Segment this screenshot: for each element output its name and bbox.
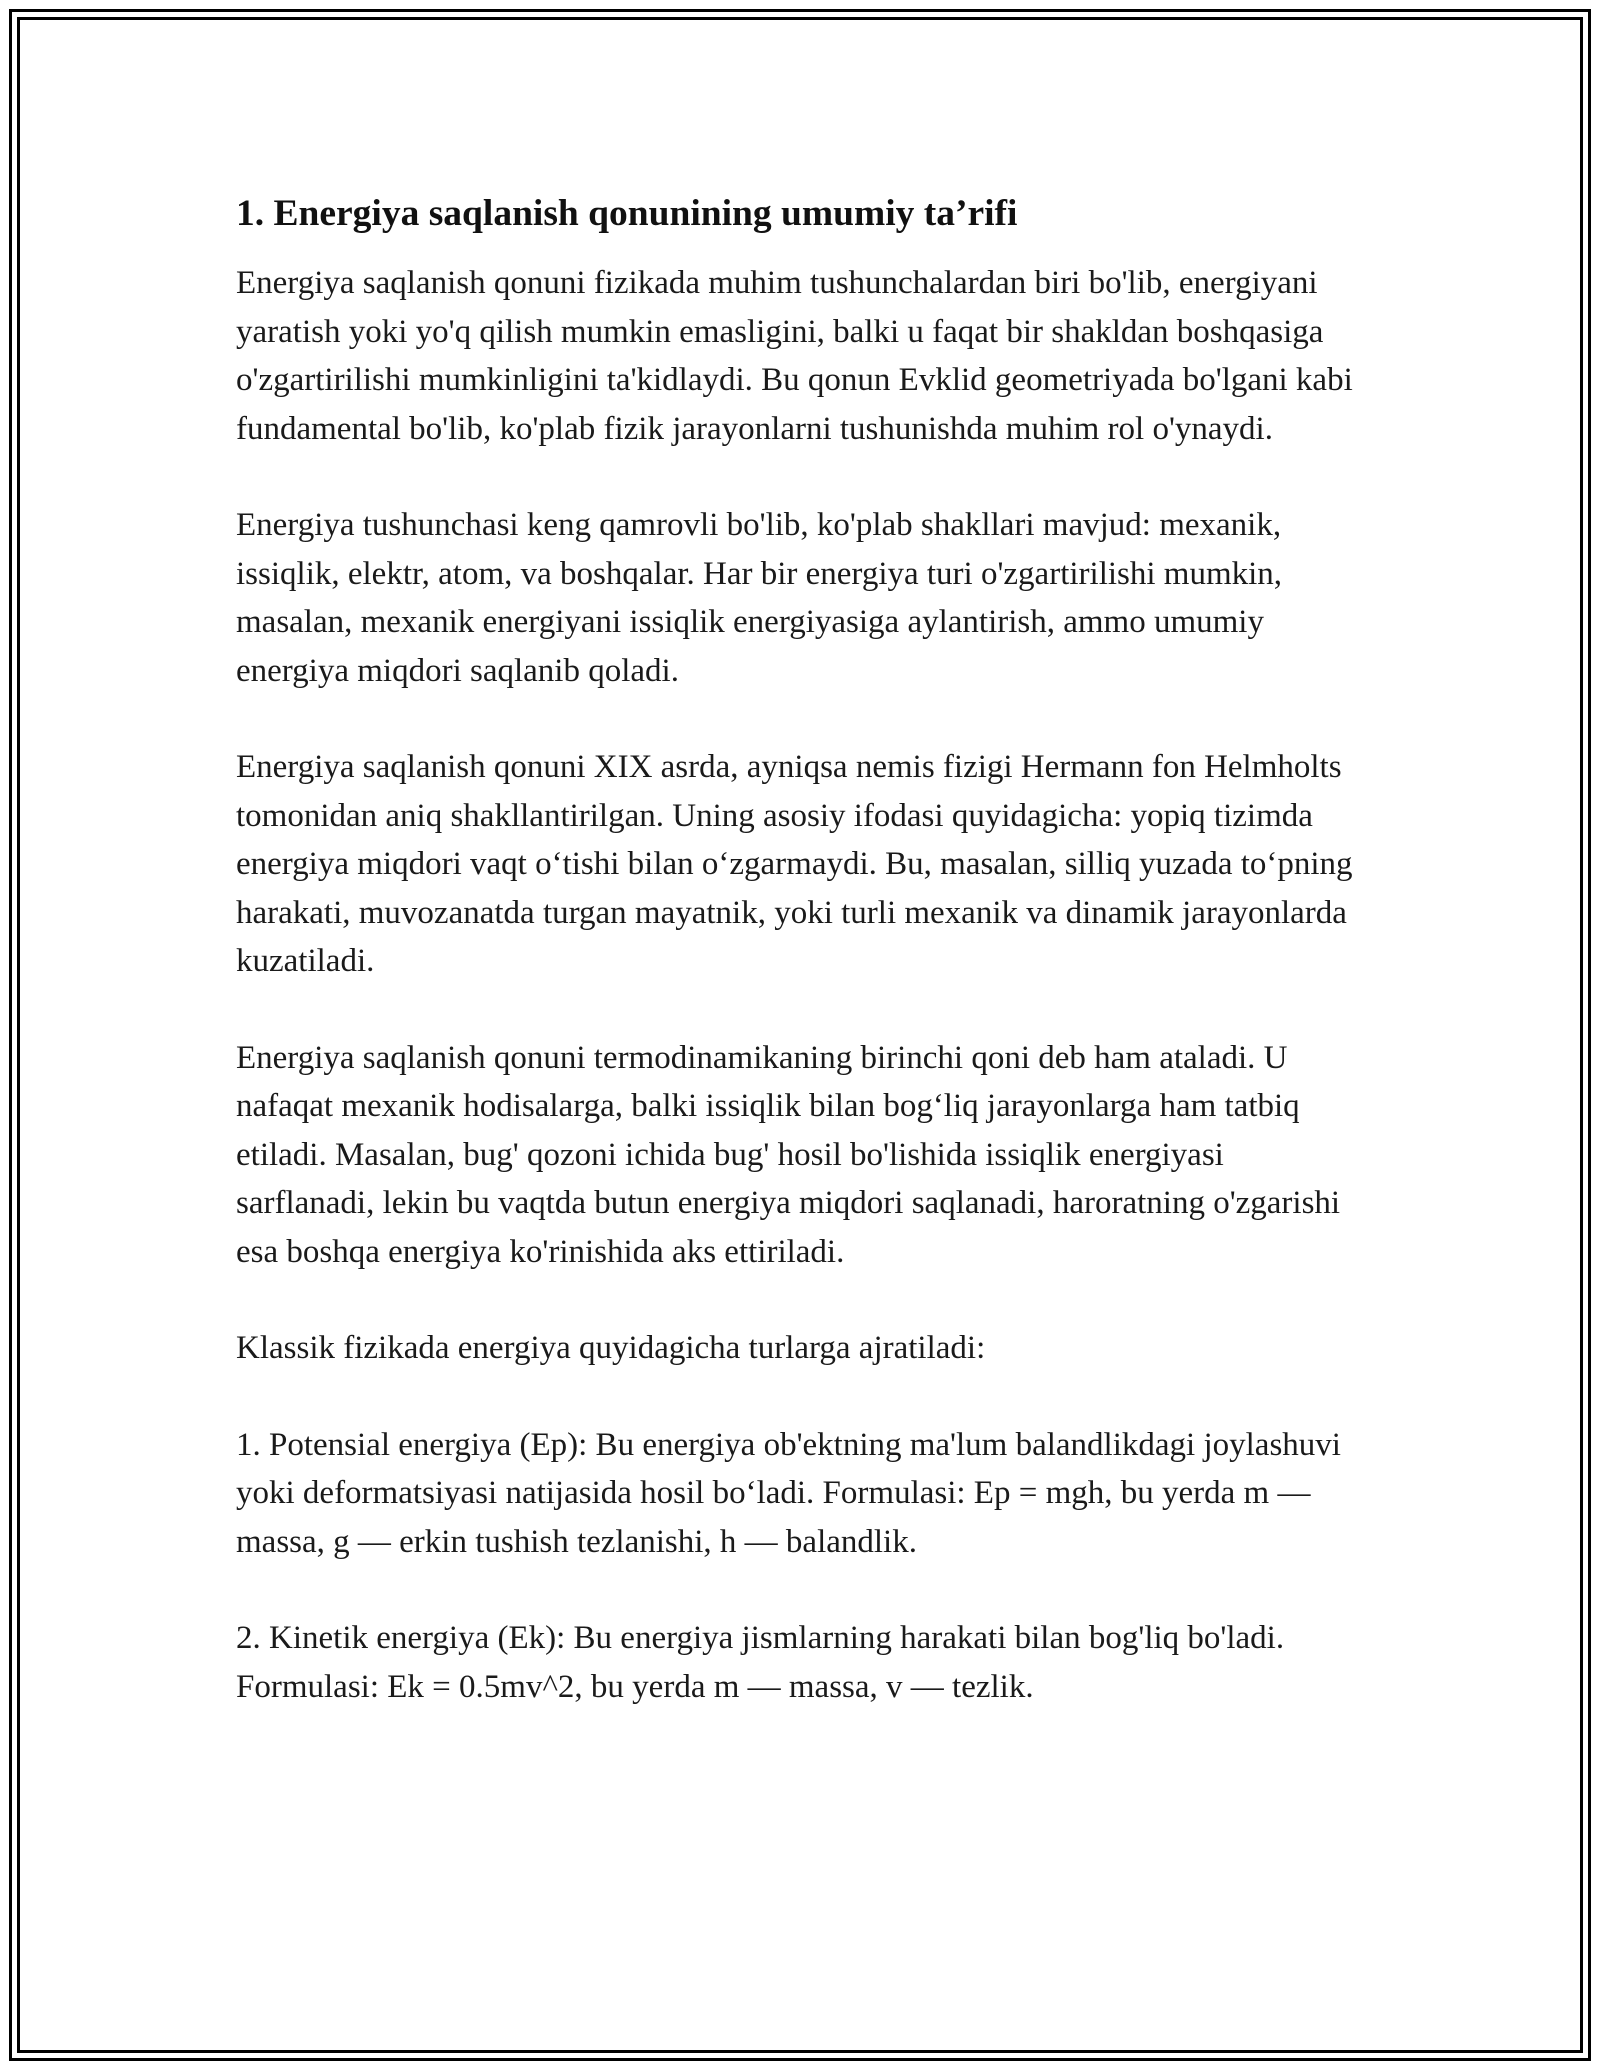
paragraph-history: Energiya saqlanish qonuni XIX asrda, ayniqsa nemis fizigi Hermann fon Helmholts tomonidan aniq shakllantirilgan. Uning asosiy ifodasi quyidagicha: yopiq tizimda energiya miqdori vaqt o‘tishi bilan o‘zgarmaydi. Bu, masalan, silliq yuzada to‘pning harakati, muvozanatda turgan mayatnik, yoki turli mexanik va dinamik jarayonlarda kuzatiladi.	[236, 749, 1353, 979]
paragraph-intro: Energiya saqlanish qonuni fizikada muhim tushunchalardan biri bo'lib, energiyani yaratish yoki yo'q qilish mumkin emasligini, balki u faqat bir shakldan boshqasiga o'zgartirilishi mumkinligini ta'kidlaydi. Bu qonun Evklid geometriyada bo'lgani kabi fundamental bo'lib, ko'plab fizik jarayonlarni tushunishda muhim rol o'ynaydi.	[236, 265, 1353, 447]
paragraph-thermodynamics: Energiya saqlanish qonuni termodinamikaning birinchi qoni deb ham ataladi. U nafaqat mexanik hodisalarga, balki issiqlik bilan bog‘liq jarayonlarga ham tatbiq etiladi. Masalan, bug' qozoni ichida bug' hosil bo'lishida issiqlik energiyasi sarflanadi, lekin bu vaqtda butun energiya miqdori saqlanadi, haroratning o'zgarishi esa boshqa energiya ko'rinishida aks ettiriladi.	[236, 1039, 1341, 1270]
paragraph-energy-forms: Energiya tushunchasi keng qamrovli bo'lib, ko'plab shakllari mavjud: mexanik, issiqlik, elektr, atom, va boshqalar. Har bir energiya turi o'zgartirilishi mumkin, masalan, mexanik energiyani issiqlik energiyasiga aylantirish, ammo umumiy energiya miqdori saqlanib qoladi.	[236, 507, 1283, 689]
section-heading: 1. Energiya saqlanish qonunining umumiy ta’rifi	[236, 193, 1018, 234]
list-item-potential-energy: 1. Potensial energiya (Ep): Bu energiya ob'ektning ma'lum balandlikdagi joylashuvi yoki deformatsiyasi natijasida hosil bo‘ladi. Formulasi: Ep = mgh, bu yerda m — massa, g — erkin tushish tezlanishi, h — balandlik.	[236, 1426, 1341, 1560]
list-item-kinetic-energy: 2. Kinetik energiya (Ek): Bu energiya jismlarning harakati bilan bog'liq bo'ladi. Formulasi: Ek = 0.5mv^2, bu yerda m — massa, v — tezlik.	[236, 1620, 1285, 1705]
paragraph-classification: Klassik fizikada energiya quyidagicha turlarga ajratiladi:	[236, 1330, 986, 1366]
document-body	[236, 185, 1356, 1759]
